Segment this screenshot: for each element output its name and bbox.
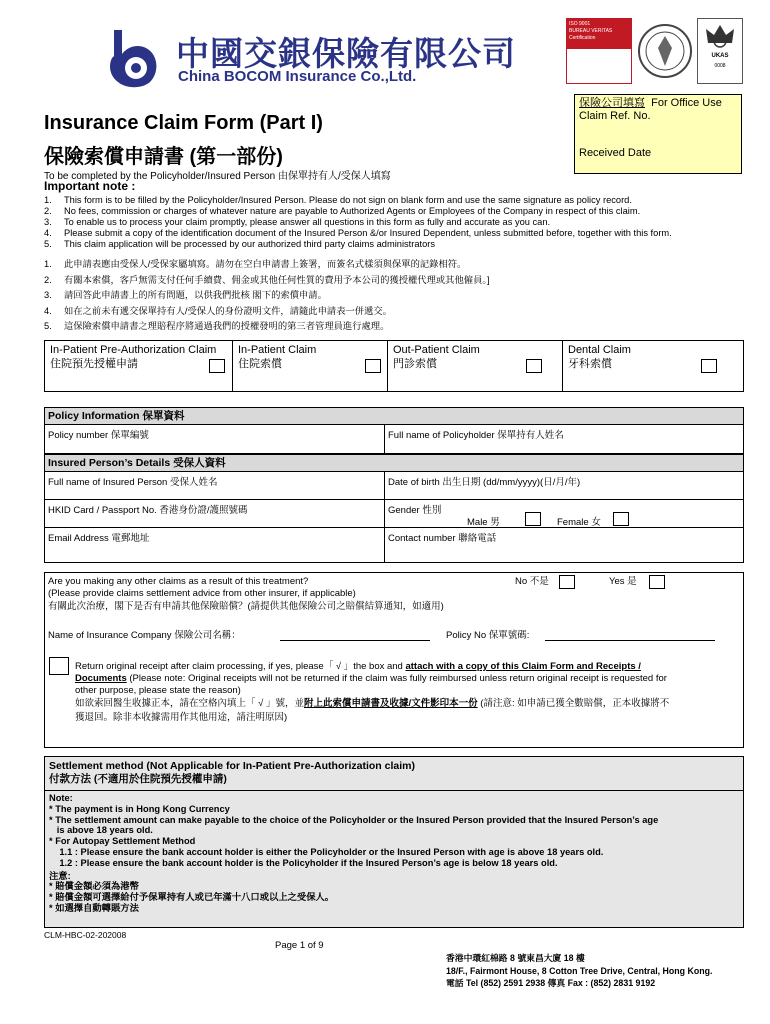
contact-number-field[interactable]: Contact number 聯絡電話 <box>388 533 497 544</box>
important-note-heading: Important note : <box>44 179 136 193</box>
settlement-note-line: * 賠償金額可選擇給付予保單持有人或已年滿十八口或以上之受保人。 <box>49 892 335 903</box>
policy-number-field[interactable]: Policy number 保單編號 <box>45 425 385 453</box>
insured-name-field[interactable]: Full name of Insured Person 受保人姓名 <box>45 472 385 499</box>
office-heading-cn: 保險公司填寫 <box>579 97 645 109</box>
completion-note: To be completed by the Policyholder/Insured Person 由保單持有人/受保人填寫 <box>44 171 391 182</box>
male-checkbox[interactable] <box>525 512 541 526</box>
no-checkbox[interactable] <box>559 575 575 589</box>
form-code: CLM-HBC-02-202008 <box>44 930 127 940</box>
settlement-note-line: Note: <box>49 793 73 803</box>
note-en-2: 2. No fees, commission or charges of whatever nature are payable to Authorized Agents or Employees of the Company in respect of this claim. <box>44 206 641 216</box>
note-cn-2: 2. 有關本索償，客戶無需支付任何手續費、佣金或其他任何性質的費用予本公司的獲授權代理或其他僱員。] <box>44 274 490 285</box>
settlement-note-line: * For Autopay Settlement Method <box>49 836 196 847</box>
settlement-note-line: is above 18 years old. <box>49 825 153 836</box>
insured-row-2 <box>45 500 743 528</box>
bureau-veritas-seal-icon <box>636 18 694 84</box>
claim-ref-field[interactable]: Claim Ref. No. <box>579 110 651 122</box>
hkid-passport-field[interactable]: HKID Card / Passport No. 香港身份證/護照號碼 <box>45 500 385 527</box>
policy-row <box>45 425 743 453</box>
office-heading-en: For Office Use <box>651 97 722 109</box>
note-cn-4: 4. 如在之前未有遞交保單持有人/受保人的身份證明文件，請隨此申請表一併遞交。 <box>44 305 392 316</box>
office-use-box <box>574 94 742 174</box>
bv-iso: ISO 9001 <box>569 21 591 27</box>
bocom-logo-icon <box>100 26 168 90</box>
gender-field <box>385 500 743 527</box>
outpatient-checkbox[interactable] <box>526 359 542 373</box>
settlement-heading-en: Settlement method (Not Applicable for In-Patient Pre-Authorization claim) <box>49 760 415 772</box>
bv-name: BUREAU VERITAS <box>569 28 613 34</box>
return-receipt-checkbox[interactable] <box>49 657 69 675</box>
claim-type-inpatient: In-Patient Claim 住院索償 <box>233 341 388 391</box>
other-policy-no-label: Policy No 保單號碼: <box>446 630 530 641</box>
return-receipt-line-5: 獲退回。除非本收據需用作其他用途，請注明原因) <box>75 712 288 723</box>
other-claims-question-cn: 有關此次治療，閣下是否有申請其他保險賠償？(請提供其他保險公司之賠償結算通知，如適用) <box>48 601 444 612</box>
gender-label: Gender 性別 <box>388 505 442 516</box>
received-date-field[interactable]: Received Date <box>579 147 652 159</box>
ukas-text: UKAS <box>711 53 729 59</box>
email-field[interactable]: Email Address 電郵地址 <box>45 528 385 562</box>
settlement-note-line: 1.2 : Please ensure the bank account holder is the Policyholder if the Insured Person’s age is below 18 years old. <box>49 857 558 868</box>
note-cn-1: 1. 此申請表應由受保人/受保家屬填寫。請勿在空白申請書上簽署，而簽名式樣須與保單的記錄相符。 <box>44 259 467 269</box>
male-label: Male 男 <box>467 517 500 528</box>
ukas-cert <box>697 18 743 84</box>
policyholder-name-field[interactable]: Full name of Policyholder 保單持有人姓名 <box>388 430 564 441</box>
female-checkbox[interactable] <box>613 512 629 526</box>
other-claims-question-note: (Please provide claims settlement advice from other insurer, if applicable) <box>48 588 356 599</box>
claim-type-outpatient: Out-Patient Claim 門診索償 <box>388 341 563 391</box>
notes-cn <box>44 257 744 335</box>
note-en-1: 1. This form is to be filled by the Policyholder/Insured Person. Please do not sign on blank form and use the same signature as policy record. <box>44 195 632 205</box>
settlement-note-line: * The payment is in Hong Kong Currency <box>49 803 230 814</box>
settlement-note-line: * The settlement amount can make payable to the choice of the Policyholder or the Insured Person provided that the Insured Person’s age <box>49 814 659 825</box>
form-title-en: Insurance Claim Form (Part I) <box>44 112 323 134</box>
yes-checkbox[interactable] <box>649 575 665 589</box>
bv-cert: Certification <box>569 35 596 41</box>
ukas-number: 0008 <box>714 63 726 69</box>
insurance-company-input[interactable] <box>280 640 430 641</box>
note-cn-3: 3. 請回答此申請書上的所有問題，以供我們批核 閣下的索償申請。 <box>44 290 327 300</box>
return-receipt-line-2: Documents (Please note: Original receipts will not be returned if the claim was fully reimbursed unless return original receipt is requested for <box>75 673 667 684</box>
settlement-note-line: 注意: <box>49 870 71 881</box>
note-en-5: 5. This claim application will be processed by our authorized third party claims administrators <box>44 239 435 249</box>
policy-info-section <box>44 407 744 454</box>
notes-en <box>44 195 744 250</box>
inpatient-checkbox[interactable] <box>365 359 381 373</box>
insured-details-heading: Insured Person’s Details 受保人資料 <box>45 455 743 472</box>
bureau-veritas-cert <box>566 18 632 84</box>
address-cn: 香港中環紅棉路 8 號東昌大廈 18 樓 <box>446 953 585 963</box>
address-en: 18/F., Fairmont House, 8 Cotton Tree Drive, Central, Hong Kong. <box>446 965 713 976</box>
company-name-cn: 中國交銀保險有限公司 <box>176 35 516 72</box>
company-name-en: China BOCOM Insurance Co.,Ltd. <box>178 68 417 85</box>
note-cn-5: 5. 這保險索償申請書之理賠程序將通過我們的授權發明的第三者管理員進行處理。 <box>44 321 390 331</box>
settlement-note-line: * 如選擇自動轉賬方法 <box>49 902 139 913</box>
return-receipt-line-1: Return original receipt after claim processing, if yes, please「 √ 」the box and attach with a copy of this Claim Form and Receipts / <box>75 661 641 672</box>
policy-info-heading: Policy Information 保單資料 <box>45 408 743 425</box>
claim-type-dental: Dental Claim 牙科索償 <box>563 341 743 391</box>
form-title-cn: 保險索償申請書 (第一部份) <box>44 146 283 168</box>
yes-label: Yes 是 <box>609 576 637 587</box>
note-en-4: 4. Please submit a copy of the identification document of the Insured Person &/or Insured Dependent, unless submitted before, together with this form. <box>44 228 672 238</box>
preauth-checkbox[interactable] <box>209 359 225 373</box>
no-label: No 不是 <box>515 576 549 587</box>
return-receipt-line-4: 如欲索回醫生收據正本，請在空格內填上「 √ 」號，並附上此索償申請書及收據/文件影印本一份 (請注意: 如申請已獲全數賠償，正本收據將不 <box>75 698 670 709</box>
company-logo <box>100 26 530 90</box>
insured-row-1 <box>45 472 743 500</box>
company-address <box>446 952 712 990</box>
settlement-notes <box>45 791 743 916</box>
female-label: Female 女 <box>557 517 601 528</box>
page-number: Page 1 of 9 <box>275 940 324 951</box>
crown-icon <box>698 21 742 51</box>
insurance-company-label: Name of Insurance Company 保險公司名稱： <box>48 630 241 641</box>
insured-details-section <box>44 454 744 563</box>
dental-checkbox[interactable] <box>701 359 717 373</box>
note-en-3: 3. To enable us to process your claim promptly, please answer all questions in this form as fully and accurate as you can. <box>44 217 551 227</box>
date-of-birth-field[interactable]: Date of birth 出生日期 (dd/mm/yyyy)(日/月/年) <box>388 477 581 488</box>
settlement-note-line: * 賠償金額必須為港幣 <box>49 881 139 892</box>
settlement-section <box>44 756 744 928</box>
phone-fax: 電話 Tel (852) 2591 2938 傳真 Fax : (852) 2831 9192 <box>446 978 656 988</box>
claim-type-preauth: In-Patient Pre-Authorization Claim 住院預先授權申請 <box>45 341 233 391</box>
other-claims-question: Are you making any other claims as a result of this treatment? <box>48 576 309 587</box>
other-policy-no-input[interactable] <box>545 640 715 641</box>
other-claims-section <box>44 572 744 748</box>
settlement-heading-cn: 付款方法 (不適用於住院預先授權申請) <box>49 773 227 785</box>
settlement-note-line: 1.1 : Please ensure the bank account holder is either the Policyholder or the Insured Person with age is above 18 years old. <box>49 846 604 857</box>
claim-type-table <box>44 340 744 392</box>
return-receipt-line-3: other purpose, please state the reason) <box>75 685 241 696</box>
insured-row-3 <box>45 528 743 562</box>
